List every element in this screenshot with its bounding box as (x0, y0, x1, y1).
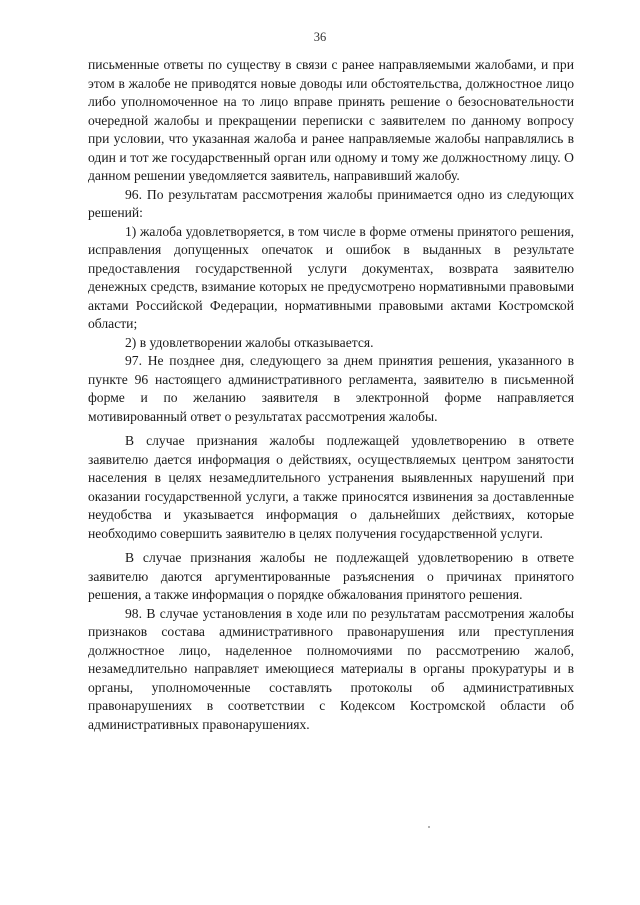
paragraph-97-rejected: В случае признания жалобы не подлежащей удовлетворению в ответе заявителю даются аргументированные разъяснения о причинах принятого решения, а также информация о порядке обжалования принятого решения. (88, 550, 574, 602)
page-number: 36 (313, 30, 327, 44)
paragraph-97-satisfied: В случае признания жалобы подлежащей удовлетворению в ответе заявителю дается информация о действиях, осуществляемых центром занятости населения в целях незамедлительного устранения выявленных нарушений при оказании государственной услуги, а также приносятся извинения за доставленные неудобства и указывается информация о дальнейших действиях, которые необходимо совершить заявителю в целях получения государственной услуги. (88, 433, 574, 541)
paragraph-96: 96. По результатам рассмотрения жалобы принимается одно из следующих решений: (88, 186, 574, 220)
paragraph-98: 98. В случае установления в ходе или по результатам рассмотрения жалобы признаков состава административного правонарушения или преступления должностное лицо, наделенное полномочиями по рассмотрению жалоб, незамедлительно направляет имеющиеся материалы в органы прокуратуры и в органы, уполномоченные составлять протоколы об административных правонарушениях в соответствии с Кодексом Костромской области об административных правонарушениях. (88, 605, 574, 732)
paragraph-continuation: письменные ответы по существу в связи с ранее направляемыми жалобами, и при этом в жалобе не приводятся новые доводы или обстоятельства, должностное лицо либо уполномоченное на то лицо вправе принять решение о безосновательности очередной жалобы и прекращении переписки с заявителем по данному вопросу при условии, что указанная жалоба и ранее направляемые жалобы направлялись в один и тот же государственный орган или одному и тому же должностному лицу. О данном решении уведомляется заявитель, направивший жалобу. (88, 57, 574, 183)
document-body (88, 56, 574, 734)
scan-artifact (428, 826, 430, 828)
paragraph-97: 97. Не позднее дня, следующего за днем принятия решения, указанного в пункте 96 настоящего административного регламента, заявителю в письменной форме и по желанию заявителя в электронной форме направляется мотивированный ответ о результатах рассмотрения жалобы. (88, 353, 574, 424)
paragraph-96-item-2: 2) в удовлетворении жалобы отказывается. (125, 334, 374, 350)
paragraph-96-item-1: 1) жалоба удовлетворяется, в том числе в форме отмены принятого решения, исправления допущенных опечаток и ошибок в выданных в результате предоставления государственной услуги документах, возврата заявителю денежных средств, взимание которых не предусмотрено нормативными правовыми актами Российской Федерации, нормативными правовыми актами Костромской области; (88, 223, 574, 331)
